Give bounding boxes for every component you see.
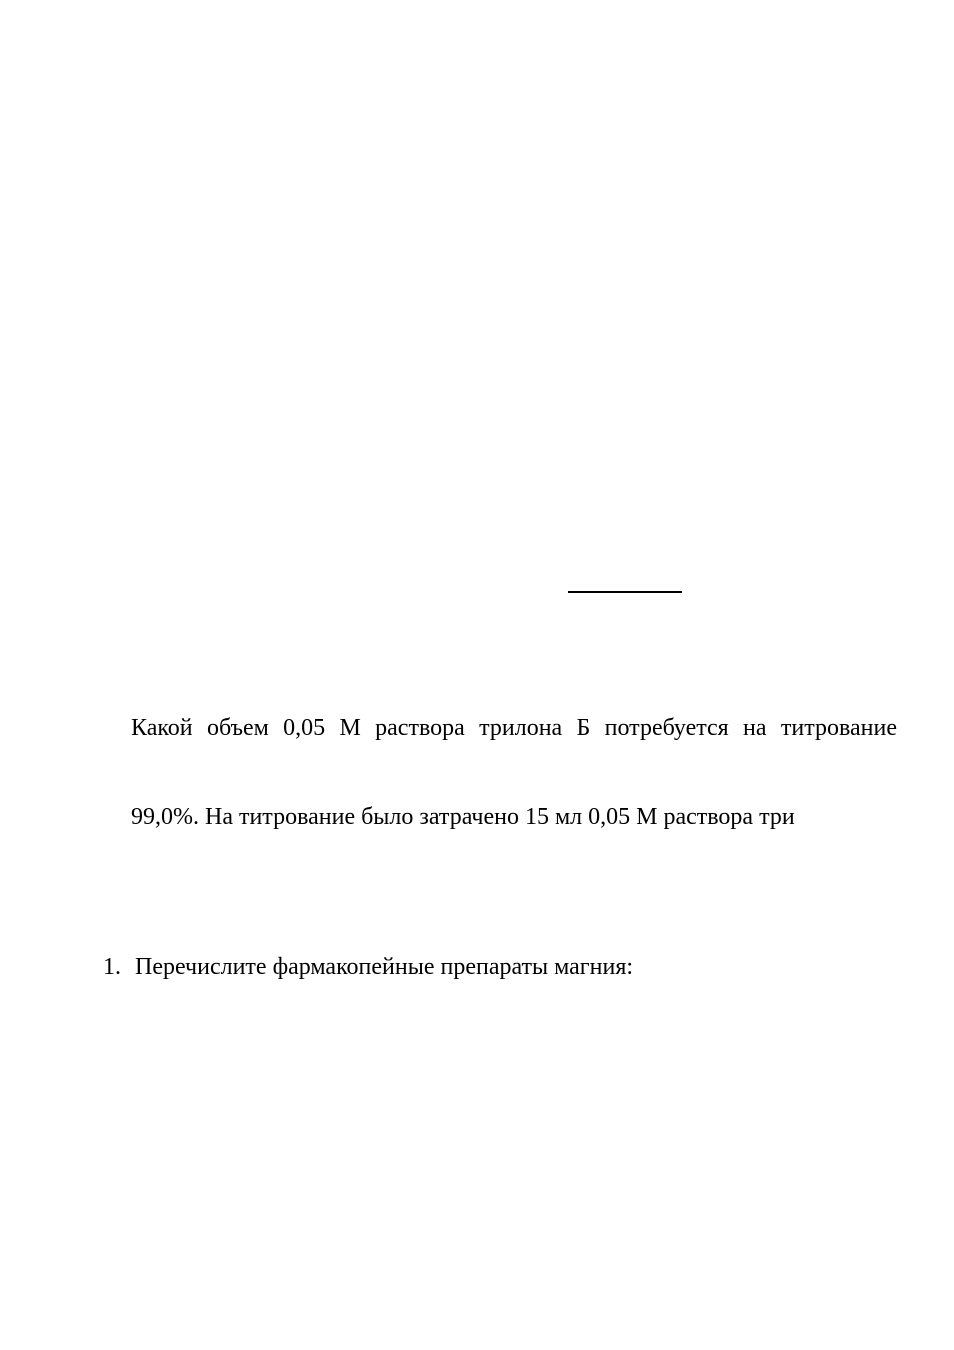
paragraph-line-2: 99,0%. На титрование было затрачено 15 мл 0,05 М раствора три: [131, 804, 795, 830]
paragraph-line-1: Какой объем 0,05 М раствора трилона Б потребуется на титрование: [131, 715, 897, 741]
list-item: [103, 953, 633, 981]
list-item-number: 1.: [103, 954, 121, 980]
fraction-rule: [568, 591, 682, 593]
list-item-text: Перечислите фармакопейные препараты магния:: [135, 954, 634, 980]
